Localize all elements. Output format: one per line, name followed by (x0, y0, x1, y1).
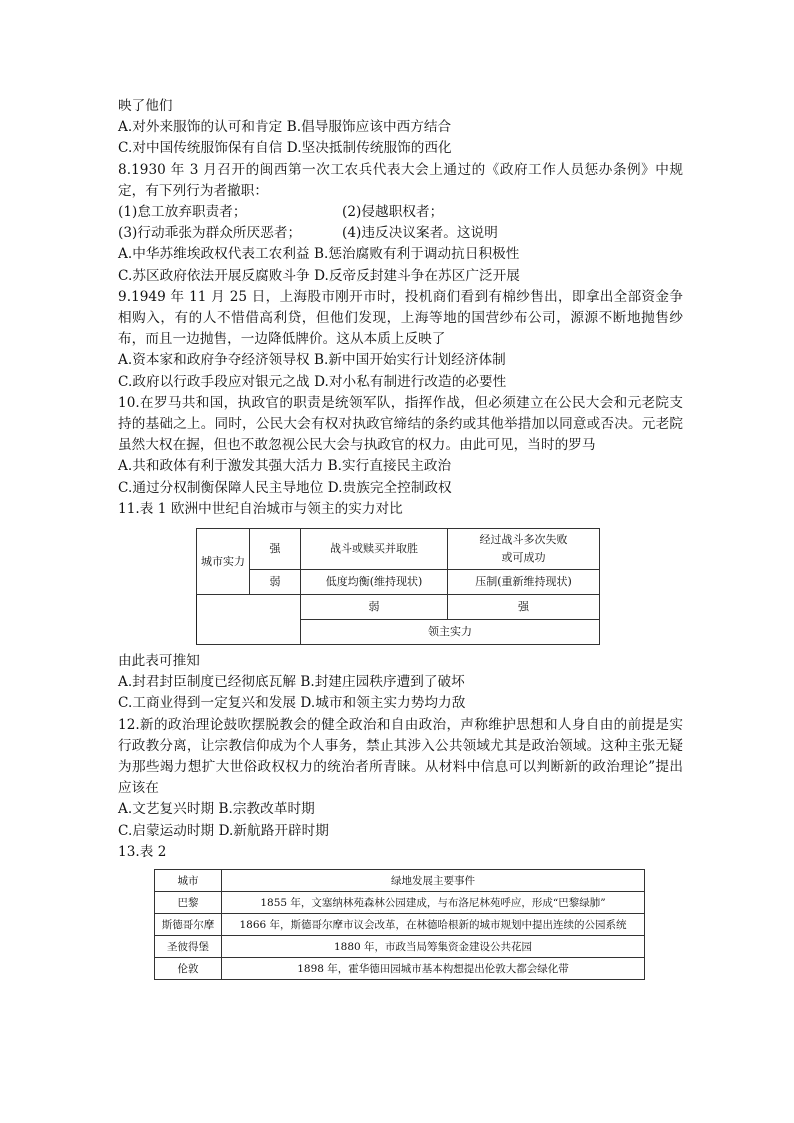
empty-corner-cell (197, 595, 301, 645)
city-cell: 伦敦 (155, 958, 222, 980)
question-10-stem: 10.在罗马共和国，执政官的职责是统领军队，指挥作战，但必须建立在公民大会和元老院支持的基础之上。同时，公民大会有权对执政官缔结的条约或其他举措加以同意或否决。元老院虽然大权在握，但也不敢忽视公民大会与执政官的权力。由此可见，当时的罗马 (118, 394, 683, 454)
option-line: A.共和政体有利于激发其强大活力 B.实行直接民主政治 (118, 458, 452, 475)
option-line: A.文艺复兴时期 B.宗教改革时期 (118, 801, 315, 818)
question-11-stem: 11.表 1 欧洲中世纪自治城市与领主的实力对比 (118, 500, 403, 517)
table-row (155, 892, 645, 914)
city-cell: 斯德哥尔摩 (155, 914, 222, 936)
q8-items-row-2 (118, 223, 683, 244)
option-line: A.资本家和政府争夺经济领导权 B.新中国开始实行计划经济体制 (118, 352, 506, 369)
table-cell: 压制(重新维持现状) (448, 570, 600, 595)
row-label-weak: 弱 (250, 570, 301, 595)
city-cell: 巴黎 (155, 892, 222, 914)
option-line: A.对外来服饰的认可和肯定 B.倡导服饰应该中西方结合 (118, 119, 452, 136)
option-line: C.工商业得到一定复兴和发展 D.城市和领主实力势均力敌 (118, 695, 466, 712)
table-cell: 低度均衡(维持现状) (301, 570, 448, 595)
cell-line: 或可成功 (501, 551, 546, 565)
question-13-stem: 13.表 2 (118, 843, 167, 860)
city-cell: 圣彼得堡 (155, 936, 222, 958)
text-line: 映了他们 (118, 98, 173, 114)
event-cell: 1855 年，文塞纳林苑森林公园建成，与布洛尼林苑呼应，形成“巴黎绿肺” (222, 892, 645, 914)
row-label-strong: 强 (250, 529, 301, 570)
row-header-city-strength: 城市实力 (197, 529, 250, 595)
event-cell: 1880 年，市政当局筹集资金建设公共花园 (222, 936, 645, 958)
table-cell: 战斗或赎买并取胜 (301, 529, 448, 570)
event-cell: 1866 年，斯德哥尔摩市议会改革，在林德哈根新的城市规划中提出连续的公园系统 (222, 914, 645, 936)
col-label-weak: 弱 (301, 595, 448, 620)
option-line: C.启蒙运动时期 D.新航路开辟时期 (118, 822, 329, 839)
option-line: C.对中国传统服饰保有自信 D.坚决抵制传统服饰的西化 (118, 140, 452, 157)
question-9-stem: 9.1949 年 11 月 25 日，上海股市刚开市时，投机商们看到有棉纱售出，即拿出全部资金争相购入，有的人不惜借高利贷，但他们发现，上海等地的国营纱布公司，源源不断地抛售纱布，而且一边抛售，一边降低牌价。这从本质上反映了 (118, 288, 683, 348)
table-2-green-space-events (154, 869, 645, 980)
option-line: A.封君封臣制度已经彻底瓦解 B.封建庄园秩序遭到了破坏 (118, 674, 465, 691)
q8-item: (4)违反决议案者。这说明 (342, 225, 498, 242)
option-line: C.苏区政府依法开展反腐败斗争 D.反帝反封建斗争在苏区广泛开展 (118, 267, 520, 284)
text-line: 由此表可推知 (118, 653, 200, 670)
table-cell (448, 529, 600, 570)
event-cell: 1898 年，霍华德田园城市基本构想提出伦敦大都会绿化带 (222, 958, 645, 980)
exam-page (118, 96, 683, 980)
table-1-city-lord-strength (196, 528, 600, 645)
col-header-lord-strength: 领主实力 (301, 620, 600, 645)
col-label-strong: 强 (448, 595, 600, 620)
cell-line: 经过战斗多次失败 (479, 533, 568, 547)
option-line: C.通过分权制衡保障人民主导地位 D.贵族完全控制政权 (118, 479, 452, 496)
option-line: C.政府以行政手段应对银元之战 D.对小私有制进行改造的必要性 (118, 373, 507, 390)
header-city: 城市 (155, 870, 222, 892)
header-events: 绿地发展主要事件 (222, 870, 645, 892)
q8-item: (3)行动乖张为群众所厌恶者； (118, 225, 302, 242)
question-12-stem: 12.新的政治理论鼓吹摆脱教会的健全政治和自由政治，声称维护思想和人身自由的前提是实行政教分离，让宗教信仰成为个人事务，禁止其涉入公共领域尤其是政治领域。这种主张无疑为那些竭力想扩大世俗政权权力的统治者所青睐。从材料中信息可以判断新的政治理论”提出应该在 (118, 716, 683, 797)
option-line: A.中华苏维埃政权代表工农利益 B.惩治腐败有利于调动抗日积极性 (118, 246, 520, 263)
table-row (155, 958, 645, 980)
table-header-row (155, 870, 645, 892)
q8-items-row-1 (118, 202, 683, 223)
table-row (155, 936, 645, 958)
q8-item: (2)侵越职权者； (342, 204, 444, 221)
question-8-stem: 8.1930 年 3 月召开的闽西第一次工农兵代表大会上通过的《政府工作人员惩办条例》中规定，有下列行为者撤职： (118, 161, 683, 199)
table-row (155, 914, 645, 936)
q8-item: (1)怠工放弃职责者； (118, 204, 247, 221)
